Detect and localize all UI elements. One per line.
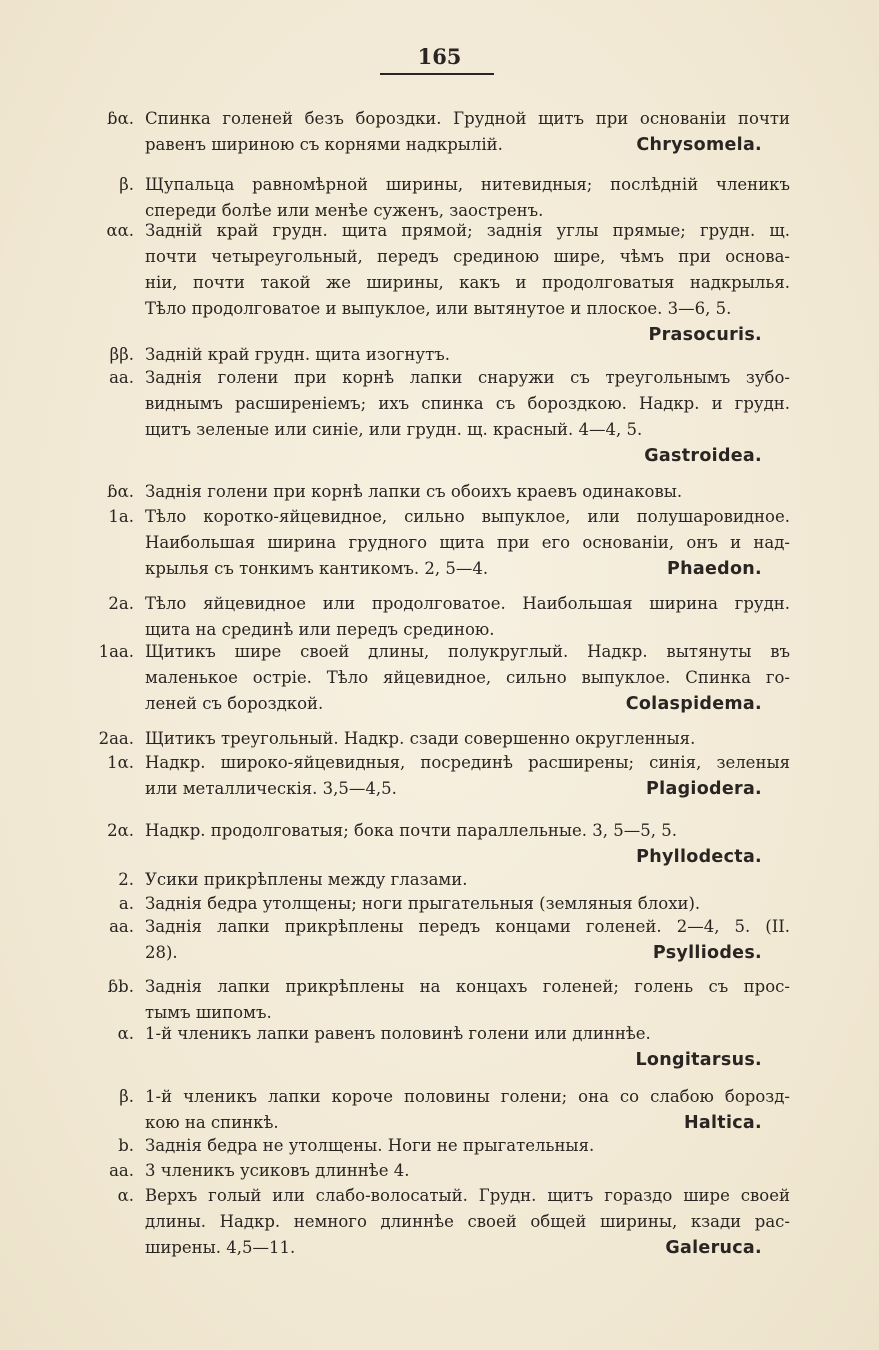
entry-text-line: Наибольшая ширина грудного щита при его основаніи, онъ и над- <box>145 533 790 552</box>
entry-text-line: Заднія бедра не утолщены. Ноги не прыгательныя. <box>145 1136 595 1155</box>
entry-text-line: щита на срединѣ или передъ срединою. <box>145 620 495 639</box>
entry-marker: 2a. <box>108 594 134 613</box>
entry-marker: aa. <box>109 917 134 936</box>
entry-marker: 1a. <box>108 507 134 526</box>
entry-marker: a. <box>118 894 134 913</box>
entry-marker: 1α. <box>107 753 134 772</box>
entry-text-line: Заднія голени при корнѣ лапки снаружи съ треугольнымъ зубо- <box>145 368 790 387</box>
entry-marker: 1aa. <box>98 642 134 661</box>
entry-text-line: тымъ шипомъ. <box>145 1003 272 1022</box>
entry-marker: α. <box>117 1186 134 1205</box>
entry-text-line: Верхъ голый или слабо-волосатый. Грудн. щитъ гораздо шире своей <box>145 1186 790 1205</box>
entry-text-line: почти четыреугольный, передъ срединою шире, чѣмъ при основа- <box>145 247 790 266</box>
entry-text-line: спереди болѣе или менѣе суженъ, заостренъ. <box>145 201 544 220</box>
entry-marker: ɓα. <box>107 109 134 128</box>
entry-text-line: Надкр. продолговатыя; бока почти параллельные. 3, 5—5, 5. <box>145 821 677 840</box>
genus-name: Prasocuris. <box>648 325 762 345</box>
page-number: 165 <box>417 44 462 69</box>
entry-marker: b. <box>118 1136 134 1155</box>
genus-name: Haltica. <box>683 1113 762 1133</box>
entry-marker: aa. <box>109 1161 134 1180</box>
entry-marker: ɓα. <box>107 482 134 501</box>
entry-text-line: Тѣло коротко-яйцевидное, сильно выпуклое, или полушаровидное. <box>145 507 790 526</box>
entry-text-line: кою на спинкѣ. <box>145 1113 279 1132</box>
entry-text-line: 28). <box>145 943 178 962</box>
genus-name: Gastroidea. <box>644 446 762 466</box>
entry-text-line: Щитикъ шире своей длины, полукруглый. Надкр. вытянуты въ <box>145 642 790 661</box>
entry-marker: β. <box>119 175 134 194</box>
entry-marker: aa. <box>109 368 134 387</box>
entry-marker: β. <box>119 1087 134 1106</box>
entry-marker: 2α. <box>107 821 134 840</box>
entry-text-line: длины. Надкр. немного длиннѣе своей общей ширины, кзади рас- <box>145 1212 790 1231</box>
entry-text-line: Щитикъ треугольный. Надкр. сзади совершенно округленныя. <box>145 729 696 748</box>
entry-text-line: виднымъ расширеніемъ; ихъ спинка съ бороздкою. Надкр. и грудн. <box>145 394 790 413</box>
entry-text-line: Щупальца равномѣрной ширины, нитевидныя; послѣдній членикъ <box>145 175 790 194</box>
entry-text-line: крылья съ тонкимъ кантикомъ. 2, 5—4. <box>145 559 489 578</box>
entry-text-line: равенъ шириною съ корнями надкрылій. <box>145 135 503 154</box>
entry-text-line: 1-й членикъ лапки равенъ половинѣ голени или длиннѣе. <box>145 1024 651 1043</box>
header-rule <box>380 73 494 75</box>
entry-marker: αα. <box>106 221 134 240</box>
entry-text-line: леней съ бороздкой. <box>145 694 324 713</box>
entry-text-line: 1-й членикъ лапки короче половины голени; она со слабою борозд- <box>145 1087 790 1106</box>
entry-text-line: Надкр. широко-яйцевидныя, посрединѣ расширены; синія, зеленыя <box>145 753 790 772</box>
entry-text-line: Усики прикрѣплены между глазами. <box>145 870 468 889</box>
entry-marker: ɓb. <box>107 977 134 996</box>
entry-text-line: ніи, почти такой же ширины, какъ и продолговатыя надкрылья. <box>145 273 790 292</box>
entry-marker: α. <box>117 1024 134 1043</box>
genus-name: Phaedon. <box>666 559 762 579</box>
entry-text-line: маленькое остріе. Тѣло яйцевидное, сильно выпуклое. Спинка го- <box>145 668 790 687</box>
entry-text-line: 3 членикъ усиковъ длиннѣе 4. <box>145 1161 410 1180</box>
genus-name: Chrysomela. <box>636 135 762 155</box>
genus-name: Galeruca. <box>665 1238 762 1258</box>
entry-text-line: Заднія голени при корнѣ лапки съ обоихъ краевъ одинаковы. <box>145 482 683 501</box>
entry-text-line: ширены. 4,5—11. <box>145 1238 296 1257</box>
entry-text-line: Спинка голеней безъ бороздки. Грудной щитъ при основаніи почти <box>145 109 790 128</box>
entry-marker: 2aa. <box>98 729 134 748</box>
entry-marker: 2. <box>118 870 134 889</box>
genus-name: Colaspidema. <box>625 694 762 714</box>
genus-name: Psylliodes. <box>652 943 762 963</box>
entry-marker: ββ. <box>109 345 134 364</box>
entry-text-line: Тѣло продолговатое и выпуклое, или вытянутое и плоское. 3—6, 5. <box>145 299 732 318</box>
entry-text-line: Заднія бедра утолщены; ноги прыгательныя (земляныя блохи). <box>145 894 701 913</box>
entry-text-line: Заднія лапки прикрѣплены на концахъ голеней; голень съ прос- <box>145 977 790 996</box>
entry-text-line: щитъ зеленые или синіе, или грудн. щ. красный. 4—4, 5. <box>145 420 643 439</box>
entry-text-line: Задній край грудн. щита изогнутъ. <box>145 345 451 364</box>
entry-text-line: или металлическія. 3,5—4,5. <box>145 779 397 798</box>
genus-name: Longitarsus. <box>635 1050 762 1070</box>
genus-name: Phyllodecta. <box>636 847 762 867</box>
entry-text-line: Заднія лапки прикрѣплены передъ концами голеней. 2—4, 5. (II. <box>145 917 790 936</box>
entry-text-line: Задній край грудн. щита прямой; заднія углы прямые; грудн. щ. <box>145 221 790 240</box>
genus-name: Plagiodera. <box>646 779 762 799</box>
entry-text-line: Тѣло яйцевидное или продолговатое. Наибольшая ширина грудн. <box>145 594 790 613</box>
